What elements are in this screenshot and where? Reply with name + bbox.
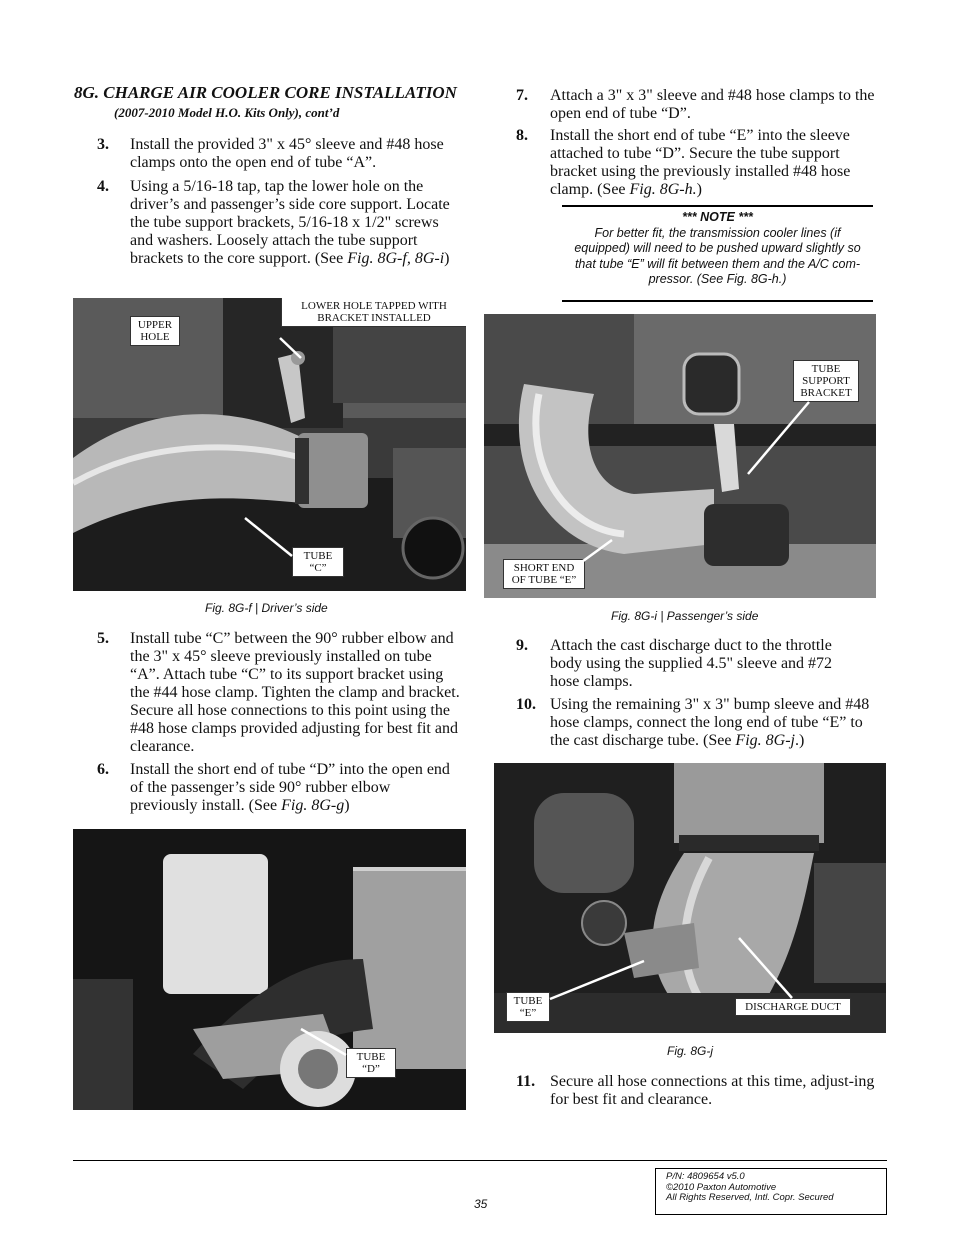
- step-7: [516, 87, 886, 127]
- footer-rule: [73, 1160, 887, 1161]
- step-4: [97, 178, 467, 290]
- copyright: ©2010 Paxton Automotive: [666, 1181, 777, 1193]
- figure-caption-8g-f: Fig. 8G-f | Driver’s side: [205, 601, 328, 615]
- note-heading: *** NOTE ***: [682, 210, 753, 224]
- step-11: [516, 1073, 886, 1113]
- step-9: [516, 637, 886, 692]
- step-number: 6.: [97, 761, 109, 778]
- step-text: Attach the cast discharge duct to the throttle body using the supplied 4.5" sleeve and #72 hose clamps.: [550, 637, 833, 690]
- step-number: 4.: [97, 178, 109, 195]
- note-body: For better fit, the transmission cooler lines (if equipped) will need to be pushed upward slightly so that tube “E” will fit between them and the A/C com-pressor. (See Fig. 8G-h.): [574, 225, 861, 286]
- step-number: 5.: [97, 630, 109, 647]
- footer-info: [655, 1168, 887, 1215]
- figure-reference: Fig. 8G-h.: [629, 181, 697, 198]
- step-number: 3.: [97, 136, 109, 153]
- callout-arrows: [494, 763, 886, 1033]
- figure-caption-8g-i: Fig. 8G-i | Passenger’s side: [611, 609, 759, 623]
- step-number: 8.: [516, 127, 528, 144]
- step-text: Secure all hose connections at this time, adjust-ing for best fit and clearance.: [550, 1073, 875, 1108]
- figure-caption-8g-j: Fig. 8G-j: [667, 1044, 714, 1058]
- step-text: Install the short end of tube “E” into the sleeve attached to tube “D”. Secure the tube support bracket using the previously installed #48 hose clamp. (See Fig. 8G-h.): [550, 127, 851, 198]
- label-tube-support-bracket: TUBE SUPPORT BRACKET: [793, 360, 859, 402]
- page-number: 35: [474, 1197, 488, 1211]
- label-discharge-duct: DISCHARGE DUCT: [735, 998, 851, 1016]
- step-number: 11.: [516, 1073, 536, 1090]
- photo-passenger-side: [484, 314, 876, 598]
- step-8: [516, 127, 886, 202]
- step-5: [97, 630, 467, 760]
- step-10: [516, 696, 886, 756]
- note-box: [562, 205, 873, 302]
- rights-reserved: All Rights Reserved, Intl. Copr. Secured: [666, 1192, 834, 1203]
- photo-driver-side: [73, 298, 466, 591]
- figure-reference: Fig. 8G-g: [281, 797, 345, 814]
- label-short-end-tube-e: SHORT END OF TUBE “E”: [503, 559, 585, 589]
- part-number: P/N: 4809654 v5.0: [666, 1171, 745, 1182]
- label-tube-e: TUBE “E”: [506, 992, 550, 1022]
- step-text: Using the remaining 3" x 3" bump sleeve and #48 hose clamps, connect the long end of tube “E” to the cast discharge tube. (See Fig. 8G-j.): [550, 696, 870, 749]
- callout-arrows: [484, 314, 876, 598]
- step-3: [97, 136, 467, 176]
- photo-discharge-duct: [494, 763, 886, 1033]
- section-title: 8G. CHARGE AIR COOLER CORE INSTALLATION: [74, 83, 457, 102]
- label-lower-hole: LOWER HOLE TAPPED WITH BRACKET INSTALLED: [281, 298, 466, 327]
- step-text: Install the short end of tube “D” into the open end of the passenger’s side 90° rubber elbow previously install. (See Fig. 8G-g): [130, 761, 450, 814]
- callout-arrows: [73, 829, 466, 1110]
- step-text: Install tube “C” between the 90° rubber elbow and the 3" x 45° sleeve previously installed on tube “A”. Attach tube “C” to its support bracket using the #44 hose clamp. Tighten the clamp and bracket. Secure all hose connections to this point using the #48 hose clamps provided adjusting for best fit and clearance.: [130, 630, 460, 755]
- step-text: Using a 5/16-18 tap, tap the lower hole on the driver’s and passenger’s side core support. Locate the tube support brackets, 5/16-18 x 1/2" screws and washers. Loosely attach the tube support brackets to the core support. (See Fig. 8G-f, 8G-i): [130, 178, 450, 267]
- label-upper-hole: UPPER HOLE: [130, 316, 180, 346]
- step-number: 7.: [516, 87, 528, 104]
- photo-tube-d: [73, 829, 466, 1110]
- step-number: 9.: [516, 637, 528, 654]
- figure-reference: Fig. 8G-j: [735, 732, 795, 749]
- step-text: Install the provided 3" x 45° sleeve and #48 hose clamps onto the open end of tube “A”.: [130, 136, 444, 171]
- figure-reference: Fig. 8G-f, 8G-i: [347, 250, 445, 267]
- step-6: [97, 761, 467, 821]
- label-tube-c: TUBE “C”: [292, 547, 344, 577]
- label-tube-d: TUBE “D”: [346, 1048, 396, 1078]
- step-text: Attach a 3" x 3" sleeve and #48 hose clamps to the open end of tube “D”.: [550, 87, 875, 122]
- section-subtitle: (2007-2010 Model H.O. Kits Only), cont’d: [114, 105, 340, 120]
- step-number: 10.: [516, 696, 536, 713]
- callout-arrows: [73, 298, 466, 591]
